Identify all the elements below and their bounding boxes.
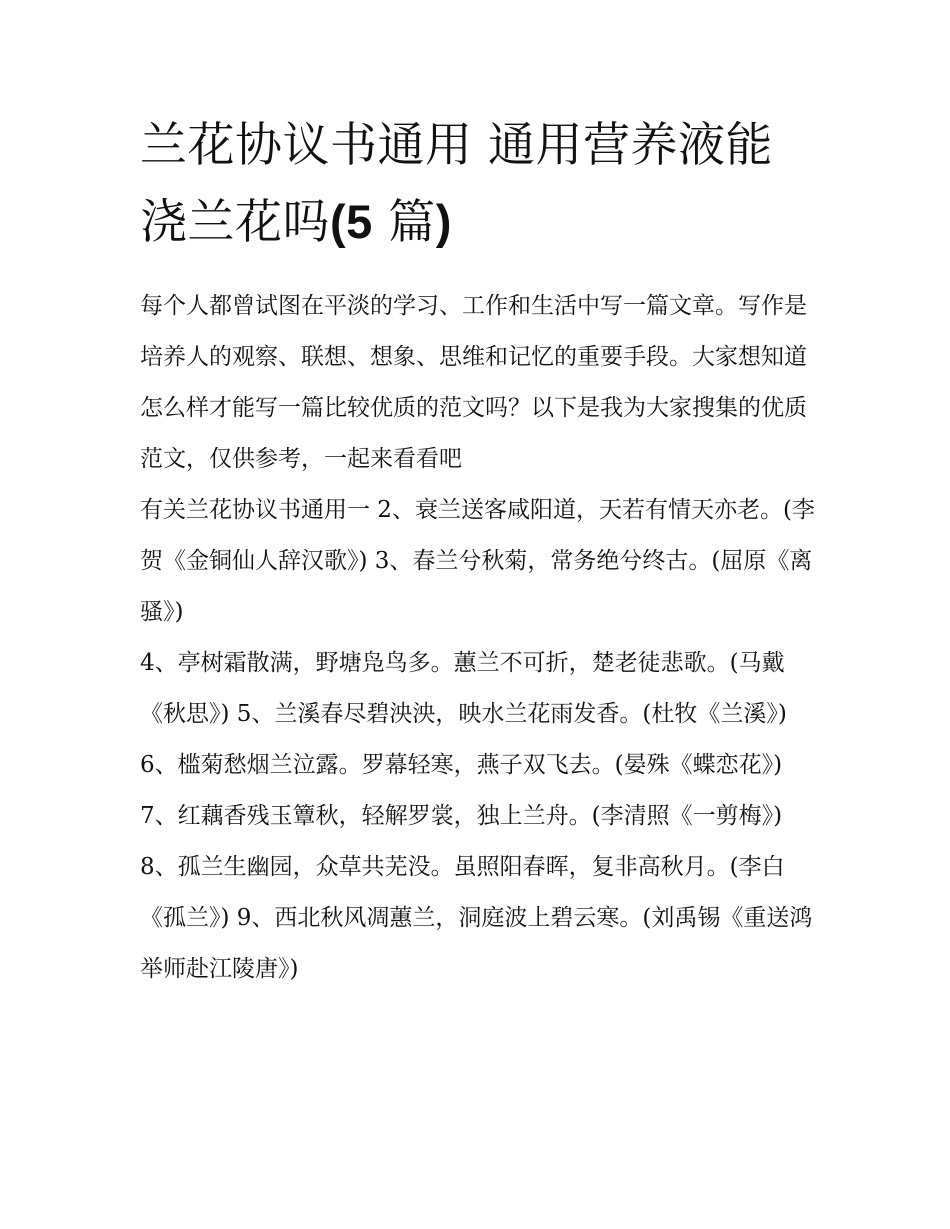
document-content — [140, 108, 820, 995]
intro-paragraph: 每个人都曾试图在平淡的学习、工作和生活中写一篇文章。写作是培养人的观察、联想、想象、思维和记忆的重要手段。大家想知道怎么样才能写一篇比较优质的范文吗？以下是我为大家搜集的优质范文，仅供参考，一起来看看吧 — [140, 293, 807, 472]
document-title — [140, 108, 820, 261]
title-count-unit: 篇 — [372, 195, 436, 250]
title-line-1: 兰花协议书通用 通用营养液能 — [140, 118, 773, 173]
poem-paragraph-4: 8、孤兰生幽园，众草共芜没。虽照阳春晖，复非高秋月。(李白《孤兰》) 9、西北秋风凋蕙兰，洞庭波上碧云寒。(刘禹锡《重送鸿举师赴江陵唐》) — [140, 854, 813, 982]
poem-paragraph-1: 有关兰花协议书通用一 2、衰兰送客咸阳道，天若有情天亦老。(李贺《金铜仙人辞汉歌》) 3、春兰兮秋菊，常务绝兮终古。(屈原《离骚》) — [140, 497, 815, 625]
title-count-open: (5 — [330, 195, 373, 248]
title-line-2: 浇兰花吗 — [140, 195, 330, 250]
poem-paragraph-2: 4、亭树霜散满，野塘凫鸟多。蕙兰不可折，楚老徒悲歌。(马戴《秋思》) 5、兰溪春尽碧泱泱，映水兰花雨发香。(杜牧《兰溪》) — [140, 650, 787, 727]
poem-paragraph-3: 6、槛菊愁烟兰泣露。罗幕轻寒，燕子双飞去。(晏殊《蝶恋花》) 7、红藕香残玉簟秋，轻解罗裳，独上兰舟。(李清照《一剪梅》) — [140, 752, 783, 829]
title-count-close: ) — [435, 195, 452, 248]
